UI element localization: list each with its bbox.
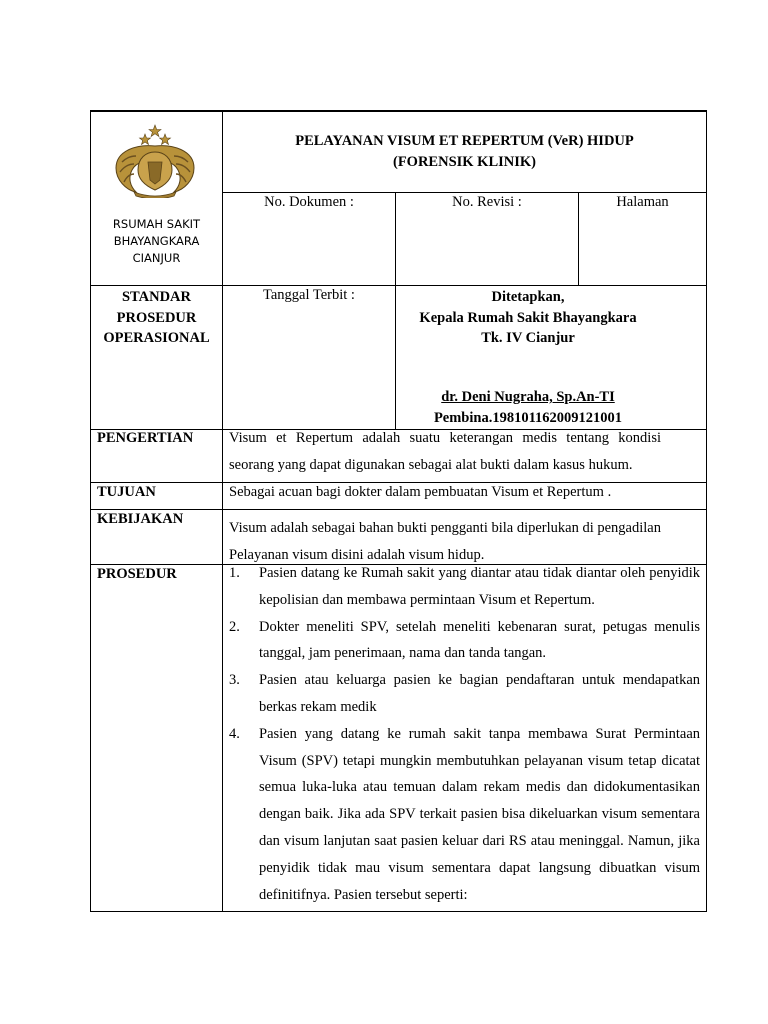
sop-label-line-2: PROSEDUR [116, 309, 197, 326]
document-title [223, 131, 706, 173]
prosedur-item [229, 560, 700, 614]
institution-name [92, 216, 221, 267]
sop-label [91, 287, 222, 349]
approval-line-3: Tk. IV Cianjur [481, 330, 575, 346]
prosedur-item-number: 1. [229, 565, 240, 581]
divider-label-column [222, 110, 223, 912]
document-number-label: No. Dokumen : [264, 194, 354, 210]
divider-header [90, 285, 707, 286]
prosedur-list [229, 560, 700, 908]
prosedur-item-number: 3. [229, 672, 240, 689]
signatory-nrp: Pembina.198101162009121001 [433, 409, 623, 426]
divider-title [222, 192, 707, 193]
prosedur-item-number: 4. [229, 725, 240, 742]
title-line-2: (FORENSIK KLINIK) [392, 154, 536, 170]
border-bottom [90, 911, 707, 912]
approval-line-2: Kepala Rumah Sakit Bhayangkara [419, 309, 637, 326]
prosedur-item-number: 2. [229, 618, 240, 635]
police-emblem-logo [108, 122, 202, 198]
page-label: Halaman [616, 194, 669, 210]
title-line-1: PELAYANAN VISUM ET REPERTUM (VeR) HIDUP [295, 133, 634, 149]
issue-date-label: Tanggal Terbit : [263, 287, 355, 303]
prosedur-item [229, 721, 700, 909]
sop-label-line-1: STANDAR [121, 289, 192, 305]
sop-label-line-3: OPERASIONAL [103, 330, 210, 346]
revision-number-label: No. Revisi : [452, 194, 522, 210]
institution-line-2: BHAYANGKARA [113, 234, 200, 248]
pengertian-text: Visum et Repertum adalah suatu keterangan medis tentang kondisi seorang yang dapat digunakan sebagai alat bukti dalam kasus hukum. [229, 430, 661, 473]
divider-tujuan [90, 509, 707, 510]
tujuan-label: TUJUAN [97, 484, 156, 500]
prosedur-item-text: Pasien yang datang ke rumah sakit tanpa membawa Surat Permintaan Visum (SPV) tetapi mungkin membutuhkan pelayanan visum tetap dicatat semua luka-luka atau temuan dalam rekam medis dan didokumentasikan dengan baik. Jika ada SPV terkait pasien bisa dikeluarkan visum sementara dan visum lanjutan saat pasien keluar dari RS atau meninggal. Namun, jika penyidik tidak mau visum sementara dapat langsung dibuatkan visum definitifnya. Pasien tersebut seperti: [259, 725, 700, 903]
border-left [90, 110, 91, 912]
prosedur-item [229, 614, 700, 668]
pengertian-label: PENGERTIAN [97, 430, 194, 446]
institution-line-3: CIANJUR [132, 251, 181, 265]
prosedur-label: PROSEDUR [97, 566, 177, 582]
prosedur-item-text: Pasien datang ke Rumah sakit yang diantar atau tidak diantar oleh penyidik kepolisian dan membawa permintaan Visum et Repertum. [259, 565, 700, 608]
divider-pengertian [90, 482, 707, 483]
kebijakan-line-2: Pelayanan visum disini adalah visum hidup. [229, 546, 485, 563]
prosedur-item [229, 667, 700, 721]
institution-line-1: RSUMAH SAKIT [112, 217, 201, 231]
kebijakan-line-1: Visum adalah sebagai bahan bukti pengganti bila diperlukan di pengadilan [229, 520, 661, 536]
prosedur-item-text: Pasien atau keluarga pasien ke bagian pendaftaran untuk mendapatkan berkas rekam medik [259, 672, 700, 715]
border-top [90, 110, 707, 112]
approval-line-1: Ditetapkan, [491, 289, 565, 305]
prosedur-item-text: Dokter meneliti SPV, setelah meneliti kebenaran surat, petugas menulis tanggal, jam penerimaan, nama dan tanda tangan. [259, 618, 700, 662]
kebijakan-label: KEBIJAKAN [97, 511, 184, 527]
tujuan-text: Sebagai acuan bagi dokter dalam pembuatan Visum et Repertum . [229, 484, 612, 500]
signatory-block [396, 387, 660, 428]
signatory-name: dr. Deni Nugraha, Sp.An-TI [441, 389, 615, 405]
approval-block [396, 287, 660, 349]
emblem-icon [108, 122, 202, 198]
border-right [706, 110, 707, 912]
